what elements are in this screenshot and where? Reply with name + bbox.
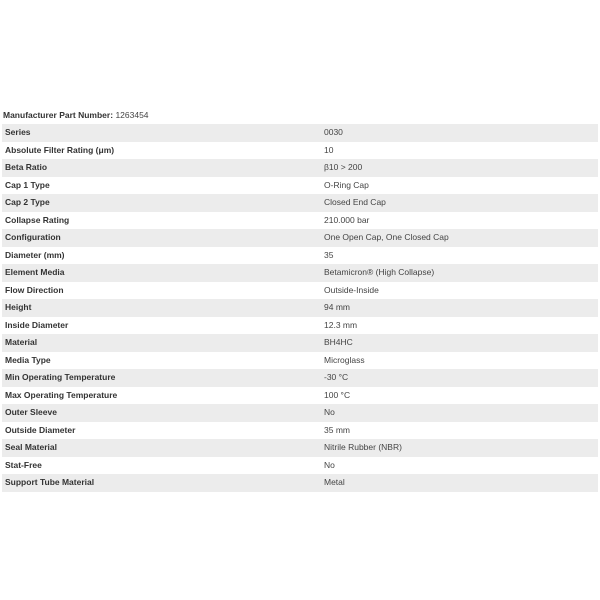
spec-row-flow-direction (2, 282, 598, 300)
spec-value: -30 °C (319, 369, 598, 387)
spec-row-min-operating-temperature (2, 369, 598, 387)
spec-row-max-operating-temperature (2, 387, 598, 405)
spec-row-element-media (2, 264, 598, 282)
spec-row-seal-material (2, 439, 598, 457)
spec-value: BH4HC (319, 334, 598, 352)
spec-name: Max Operating Temperature (2, 387, 319, 405)
spec-name: Beta Ratio (2, 159, 319, 177)
spec-name: Absolute Filter Rating (μm) (2, 142, 319, 160)
spec-name: Series (2, 124, 319, 142)
spec-name: Cap 1 Type (2, 177, 319, 195)
spec-value: O-Ring Cap (319, 177, 598, 195)
spec-name: Stat-Free (2, 457, 319, 475)
part-number-label: Manufacturer Part Number: (3, 110, 114, 120)
spec-value: No (319, 404, 598, 422)
spec-value: 10 (319, 142, 598, 160)
spec-value: Microglass (319, 352, 598, 370)
spec-name: Seal Material (2, 439, 319, 457)
spec-row-cap-1-type (2, 177, 598, 195)
spec-row-inside-diameter (2, 317, 598, 335)
spec-value: β10 > 200 (319, 159, 598, 177)
part-number-value: 1263454 (115, 110, 149, 120)
spec-value: 12.3 mm (319, 317, 598, 335)
spec-row-stat-free (2, 457, 598, 475)
spec-value: 0030 (319, 124, 598, 142)
spec-value: 210.000 bar (319, 212, 598, 230)
spec-name: Material (2, 334, 319, 352)
spec-row-diameter (2, 247, 598, 265)
spec-value: 35 mm (319, 422, 598, 440)
spec-row-series (2, 124, 598, 142)
spec-name: Collapse Rating (2, 212, 319, 230)
spec-value: Outside-Inside (319, 282, 598, 300)
spec-row-cap-2-type (2, 194, 598, 212)
manufacturer-part-number (3, 109, 149, 121)
spec-value: Metal (319, 474, 598, 492)
spec-row-outside-diameter (2, 422, 598, 440)
spec-value: No (319, 457, 598, 475)
spec-name: Inside Diameter (2, 317, 319, 335)
spec-row-configuration (2, 229, 598, 247)
spec-value: Nitrile Rubber (NBR) (319, 439, 598, 457)
spec-row-outer-sleeve (2, 404, 598, 422)
spec-name: Diameter (mm) (2, 247, 319, 265)
spec-row-collapse-rating (2, 212, 598, 230)
spec-name: Element Media (2, 264, 319, 282)
spec-name: Media Type (2, 352, 319, 370)
spec-name: Cap 2 Type (2, 194, 319, 212)
spec-name: Outside Diameter (2, 422, 319, 440)
spec-value: 94 mm (319, 299, 598, 317)
spec-name: Height (2, 299, 319, 317)
spec-name: Flow Direction (2, 282, 319, 300)
spec-row-beta-ratio (2, 159, 598, 177)
spec-name: Outer Sleeve (2, 404, 319, 422)
specification-table (2, 124, 598, 492)
spec-row-support-tube-material (2, 474, 598, 492)
spec-value: Betamicron® (High Collapse) (319, 264, 598, 282)
spec-row-material (2, 334, 598, 352)
spec-value: One Open Cap, One Closed Cap (319, 229, 598, 247)
spec-row-absolute-filter-rating (2, 142, 598, 160)
spec-value: 100 °C (319, 387, 598, 405)
spec-row-height (2, 299, 598, 317)
spec-value: 35 (319, 247, 598, 265)
spec-row-media-type (2, 352, 598, 370)
spec-name: Configuration (2, 229, 319, 247)
spec-name: Support Tube Material (2, 474, 319, 492)
spec-value: Closed End Cap (319, 194, 598, 212)
spec-name: Min Operating Temperature (2, 369, 319, 387)
